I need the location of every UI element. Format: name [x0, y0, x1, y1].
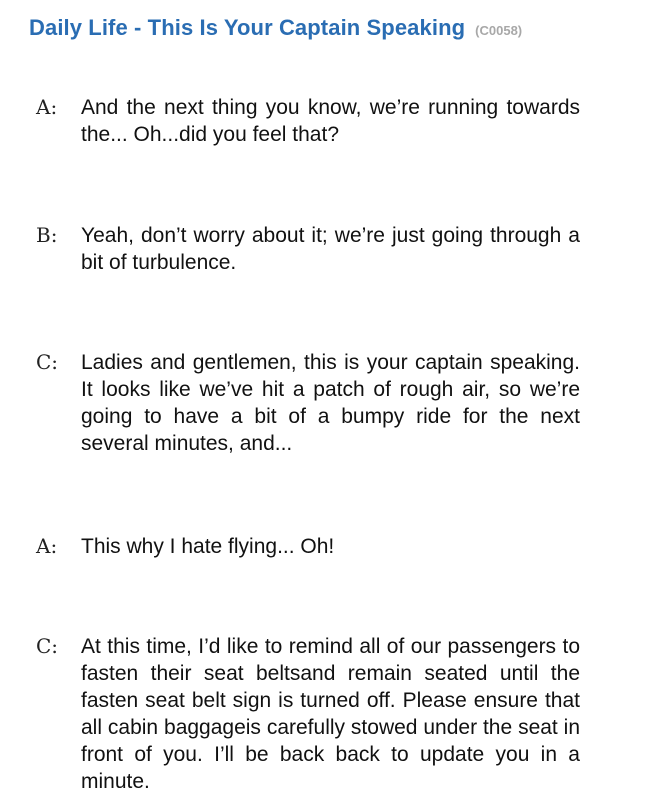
dialogue-text: And the next thing you know, we’re running towards the... Oh...did you feel that? — [81, 96, 580, 146]
speaker-label: B: — [36, 223, 58, 247]
page-title: Daily Life - This Is Your Captain Speaking — [29, 15, 466, 40]
speaker-label: A: — [36, 95, 58, 119]
dialogue-text: Ladies and gentlemen, this is your captain speaking. It looks like we’ve hit a patch of rough air, so we’re going to have a bit of a bumpy ride for the next several minutes, and... — [81, 351, 580, 455]
speaker-label: A: — [36, 534, 58, 558]
speaker-label: C: — [36, 634, 59, 658]
speaker-label: C: — [36, 350, 59, 374]
dialogue-text: At this time, I’d like to remind all of our passengers to fasten their seat beltsand remain seated until the fasten seat belt sign is turned off. Please ensure that all cabin baggageis carefully stowed under the seat in front of you. I’ll be back back to update you in a minute. — [81, 635, 580, 793]
dialogue-text: Yeah, don’t worry about it; we’re just going through a bit of turbulence. — [81, 224, 580, 274]
dialogue-text: This why I hate flying... Oh! — [81, 535, 335, 558]
header — [29, 15, 522, 41]
lesson-code: (C0058) — [475, 23, 523, 38]
